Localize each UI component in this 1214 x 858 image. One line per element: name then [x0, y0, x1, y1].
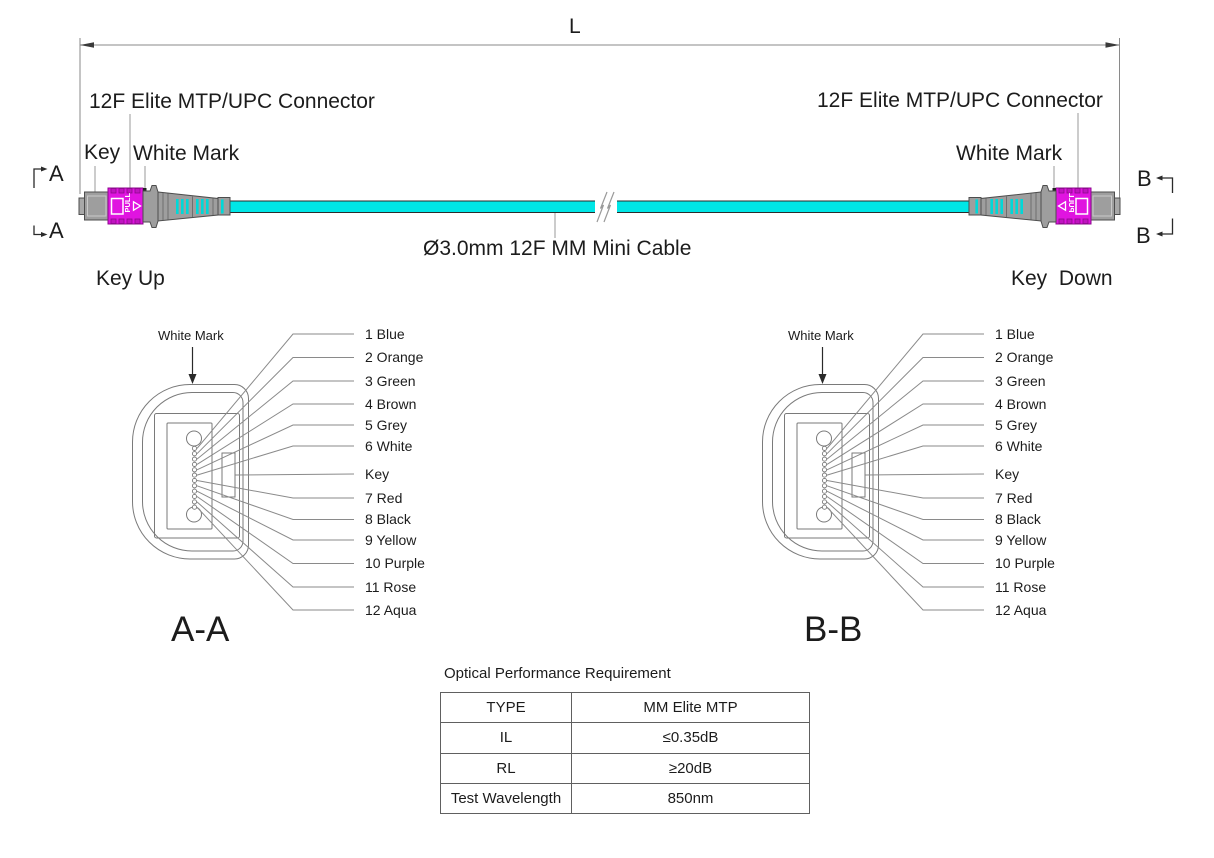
fiber-label-a5: 5 Grey — [365, 417, 408, 433]
fiber-label-b2: 2 Orange — [995, 349, 1054, 365]
fiber-label-b6: 6 White — [995, 438, 1043, 454]
dimension-arrow-left-icon — [80, 42, 94, 48]
value-cell: 850nm — [572, 783, 810, 813]
table-row — [441, 723, 810, 753]
fiber-label-akey: Key — [365, 466, 390, 482]
fiber-label-bkey: Key — [995, 466, 1020, 482]
fiber-label-a2: 2 Orange — [365, 349, 424, 365]
fiber-label-a6: 6 White — [365, 438, 413, 454]
face-a-white-mark-label: White Mark — [158, 328, 224, 343]
dimension-line — [80, 38, 1120, 199]
key-up-label: Key Up — [96, 267, 165, 290]
left-connector — [79, 186, 230, 228]
guide-pin-hole — [187, 431, 202, 446]
value-cell: ≥20dB — [572, 753, 810, 783]
section-letter-a-top: A — [49, 161, 64, 186]
right-connector — [969, 186, 1120, 228]
value-cell: ≤0.35dB — [572, 723, 810, 753]
section-letter-b-top: B — [1137, 166, 1152, 191]
cable-label: Ø3.0mm 12F MM Mini Cable — [423, 237, 692, 260]
white-mark-arrow-icon — [189, 347, 197, 384]
fiber-label-b3: 3 Green — [995, 373, 1046, 389]
fiber-label-a8: 8 Black — [365, 511, 411, 527]
param-cell: RL — [441, 753, 572, 783]
performance-table-title: Optical Performance Requirement — [444, 665, 671, 682]
fiber-label-a11: 11 Rose — [365, 579, 417, 595]
dimension-arrow-right-icon — [1106, 42, 1120, 48]
value-cell: MM Elite MTP — [572, 693, 810, 723]
fiber-label-b11: 11 Rose — [995, 579, 1047, 595]
fiber-label-b7: 7 Red — [995, 490, 1033, 506]
right-connector-title: 12F Elite MTP/UPC Connector — [817, 89, 1103, 112]
section-letter-a-bottom: A — [49, 218, 64, 243]
boot-collar — [143, 186, 158, 228]
fiber-label-a12: 12 Aqua — [365, 602, 417, 618]
fiber-label-a10: 10 Purple — [365, 555, 425, 571]
leader-lines — [95, 113, 1078, 238]
table-row — [441, 783, 810, 813]
pull-label: PULL — [123, 192, 132, 213]
fiber-label-b5: 5 Grey — [995, 417, 1038, 433]
param-cell: IL — [441, 723, 572, 753]
fiber-label-b9: 9 Yellow — [995, 532, 1047, 548]
face-view-b — [763, 334, 985, 610]
white-mark-label-left: White Mark — [133, 142, 240, 165]
fiber-label-a3: 3 Green — [365, 373, 416, 389]
section-caption-aa: A-A — [171, 610, 230, 649]
fiber-label-b8: 8 Black — [995, 511, 1041, 527]
table-row — [441, 753, 810, 783]
fiber-label-b4: 4 Brown — [995, 396, 1047, 412]
fiber-label-a4: 4 Brown — [365, 396, 417, 412]
section-letter-b-bottom: B — [1136, 223, 1151, 248]
length-dimension-label: L — [569, 15, 581, 38]
key-feature — [222, 453, 235, 497]
performance-table — [440, 692, 810, 814]
face-view-a — [133, 334, 355, 610]
white-mark-label-right: White Mark — [956, 142, 1063, 165]
cable-break-icon — [595, 192, 617, 222]
param-cell: TYPE — [441, 693, 572, 723]
section-caption-bb: B-B — [804, 610, 863, 649]
fiber-label-b1: 1 Blue — [995, 326, 1035, 342]
fiber-dots — [192, 446, 196, 509]
fiber-callout-lines — [197, 334, 354, 610]
fiber-label-a9: 9 Yellow — [365, 532, 417, 548]
fiber-label-a7: 7 Red — [365, 490, 403, 506]
key-label: Key — [84, 141, 121, 164]
key-down-label: Key Down — [1011, 267, 1113, 290]
fiber-label-b12: 12 Aqua — [995, 602, 1047, 618]
fiber-label-b10: 10 Purple — [995, 555, 1055, 571]
left-connector-title: 12F Elite MTP/UPC Connector — [89, 90, 375, 113]
table-row — [441, 693, 810, 723]
param-cell: Test Wavelength — [441, 783, 572, 813]
fiber-label-a1: 1 Blue — [365, 326, 405, 342]
face-b-white-mark-label: White Mark — [788, 328, 854, 343]
